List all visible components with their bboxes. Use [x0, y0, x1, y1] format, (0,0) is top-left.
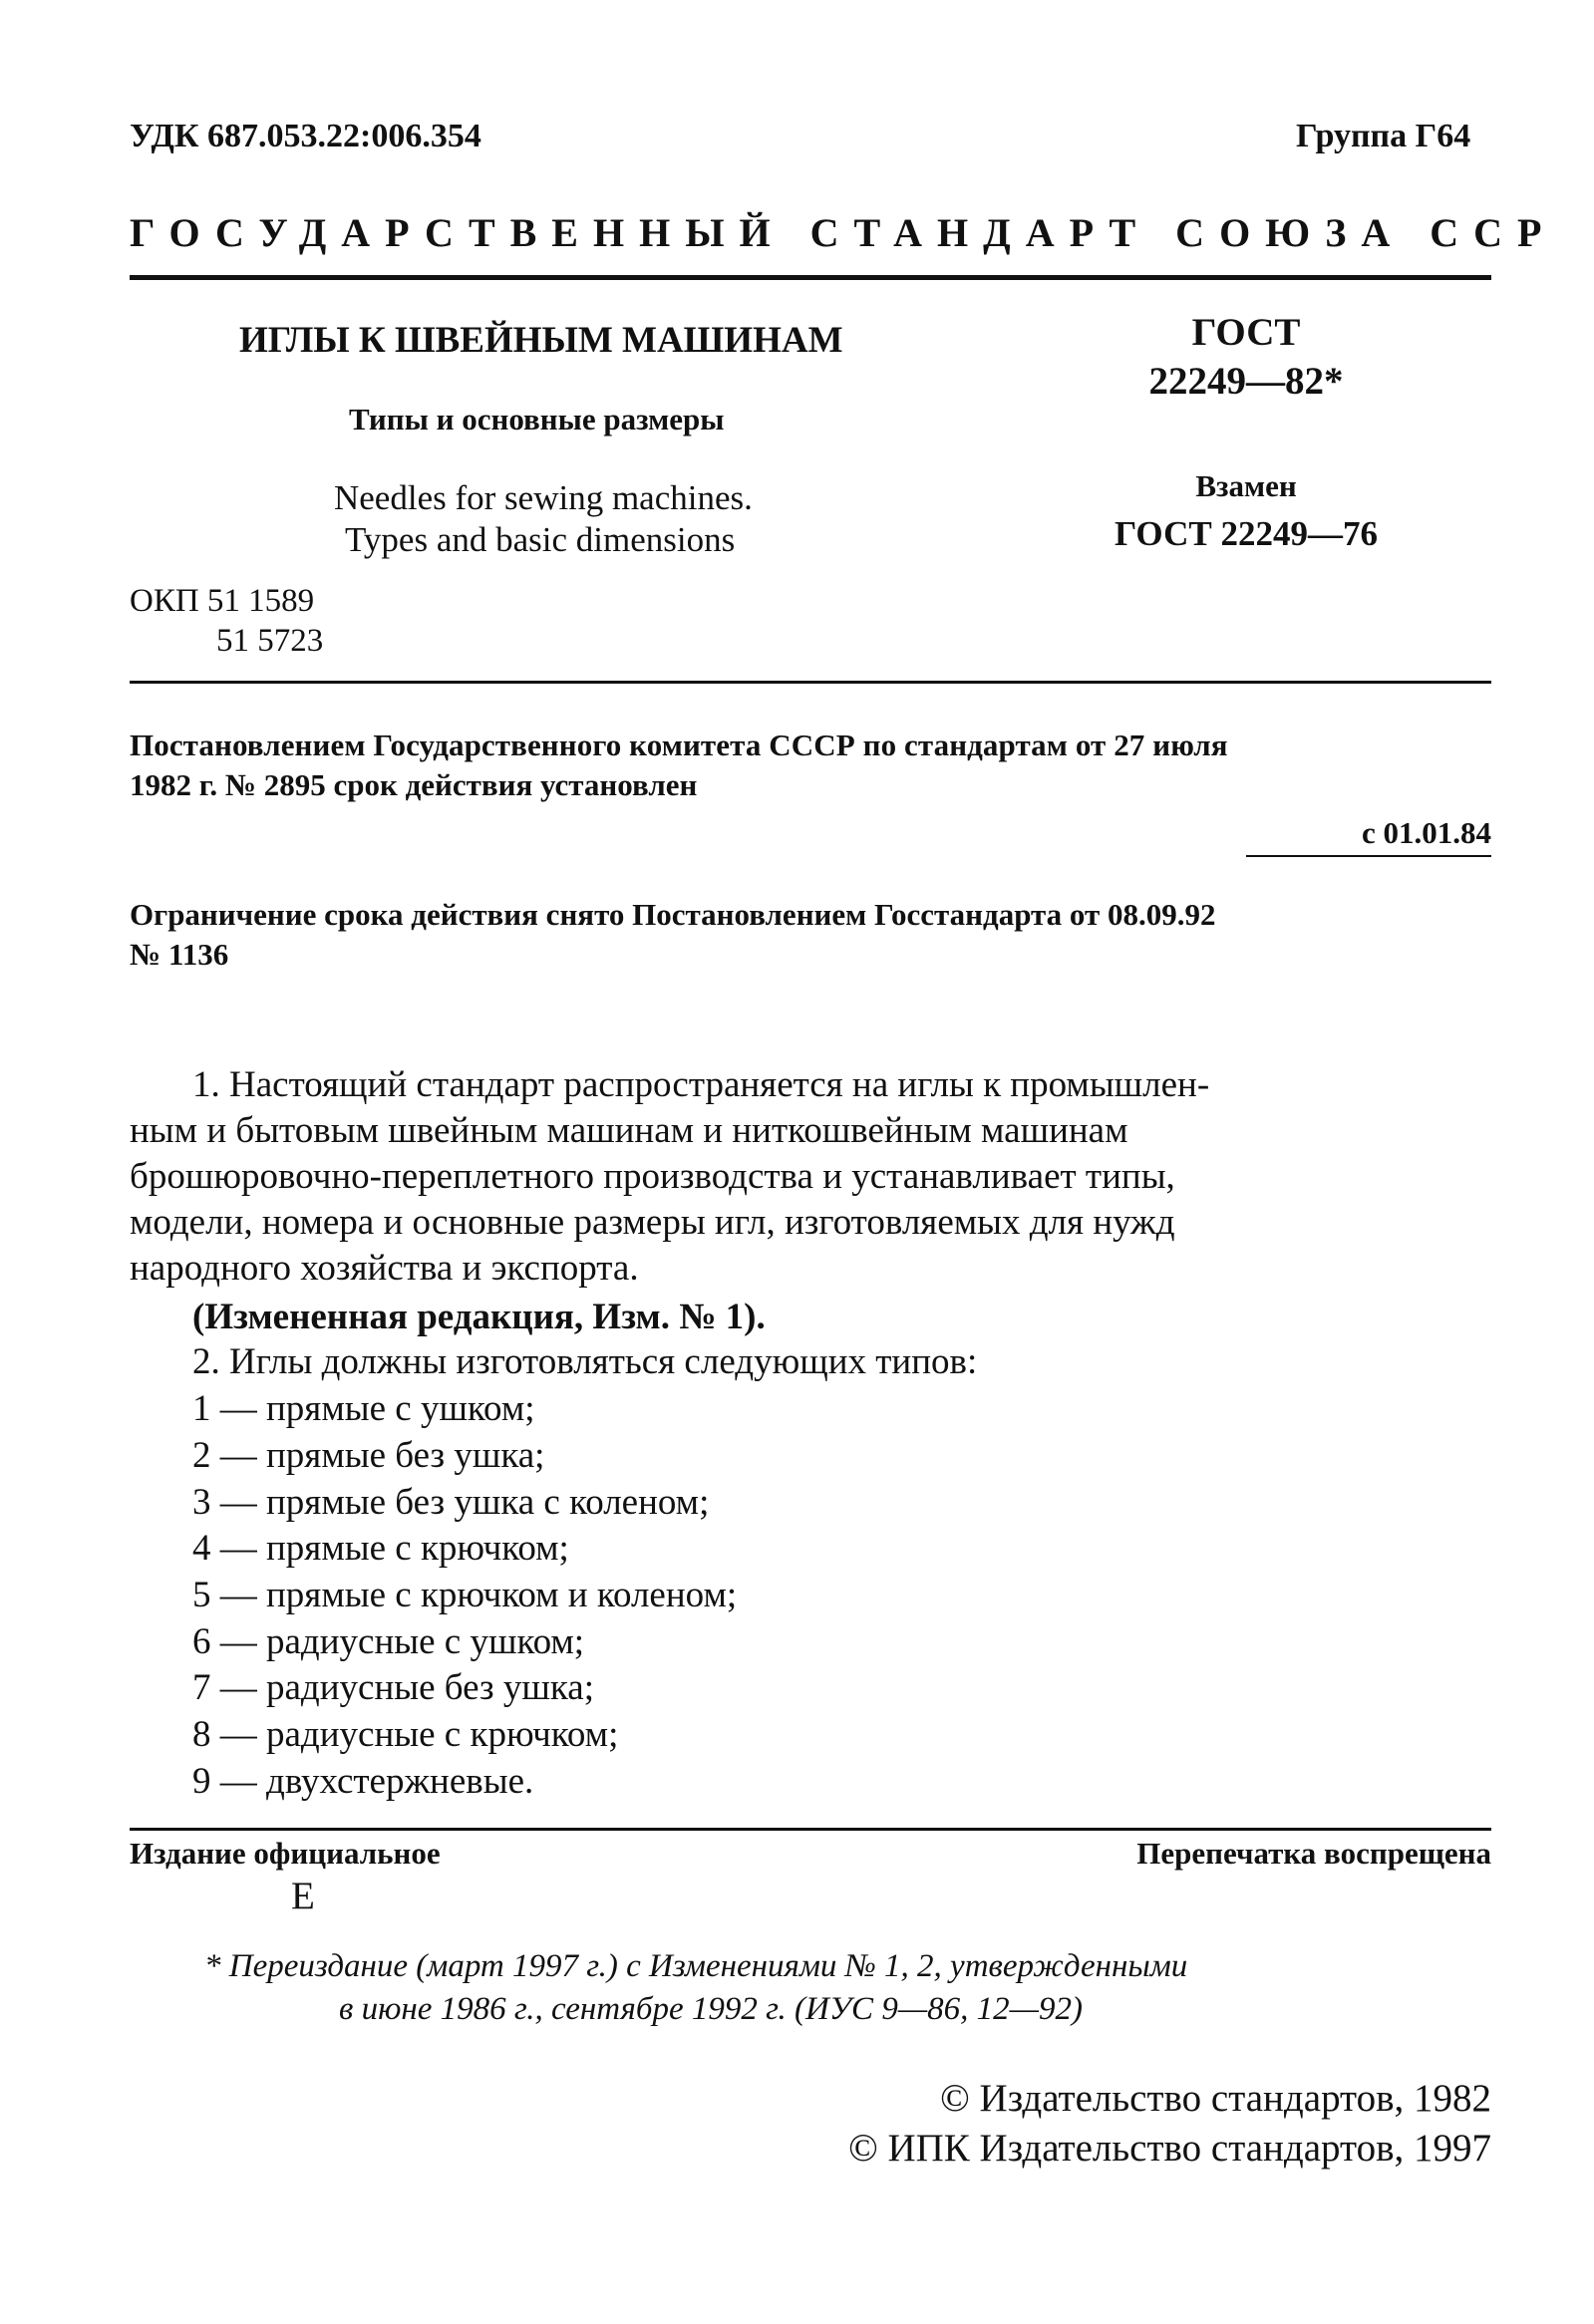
replaces-label: Взамен	[1195, 468, 1297, 503]
okp-code-line2: 51 5723	[216, 623, 324, 659]
list-item: 2 — прямые без ушка;	[192, 1435, 545, 1476]
paragraph-line: брошюровочно-переплетного производства и устанавливает типы,	[130, 1156, 1175, 1197]
limit-line1: Ограничение срока действия снято Постановлением Госстандарта от 08.09.92	[130, 897, 1216, 932]
title-divider	[130, 681, 1491, 684]
reissue-note-line2: в июне 1986 г., сентябре 1992 г. (ИУС 9—86, 12—92)	[339, 1991, 1083, 2027]
paragraph-line: модели, номера и основные размеры игл, изготовляемых для нужд	[130, 1202, 1175, 1243]
copyright-line2: © ИПК Издательство стандартов, 1997	[848, 2127, 1491, 2170]
official-edition-label: Издание официальное	[130, 1836, 441, 1871]
reprint-prohibited-label: Перепечатка воспрещена	[1136, 1836, 1491, 1871]
replaces-value: ГОСТ 22249—76	[1115, 514, 1378, 553]
document-title: ИГЛЫ К ШВЕЙНЫМ МАШИНАМ	[239, 320, 843, 361]
gost-number: 22249—82*	[1148, 360, 1344, 403]
list-item: 8 — радиусные с крючком;	[192, 1714, 619, 1755]
list-item: 5 — прямые с крючком и коленом;	[192, 1575, 738, 1615]
english-title-line2: Types and basic dimensions	[345, 520, 736, 559]
group-code: Группа Г64	[1296, 118, 1471, 154]
header-divider	[130, 275, 1491, 280]
limit-line2: № 1136	[130, 937, 229, 972]
gost-label: ГОСТ	[1191, 311, 1301, 354]
reissue-note-line1: * Переиздание (март 1997 г.) с Изменениями № 1, 2, утвержденными	[204, 1948, 1188, 1984]
edition-letter: Е	[291, 1875, 315, 1917]
amendment-note: (Измененная редакция, Изм. № 1).	[192, 1297, 766, 1337]
copyright-line1: © Издательство стандартов, 1982	[940, 2077, 1491, 2120]
list-item: 7 — радиусные без ушка;	[192, 1667, 594, 1708]
paragraph-line: 1. Настоящий стандарт распространяется на иглы к промышлен-	[192, 1064, 1210, 1105]
state-standard-heading: ГОСУДАРСТВЕННЫЙ СТАНДАРТ СОЮЗА ССР	[130, 210, 1557, 255]
list-item: 9 — двухстержневые.	[192, 1761, 534, 1802]
list-item: 6 — радиусные с ушком;	[192, 1621, 585, 1662]
paragraph-line: народного хозяйства и экспорта.	[130, 1248, 639, 1289]
decree-line1: Постановлением Государственного комитета СССР по стандартам от 27 июля	[130, 727, 1228, 762]
paragraph-line: ным и бытовым швейным машинам и ниткошвейным машинам	[130, 1110, 1128, 1151]
effective-date: с 01.01.84	[1246, 815, 1491, 857]
document-subtitle: Типы и основные размеры	[349, 402, 725, 436]
list-item: 1 — прямые с ушком;	[192, 1388, 535, 1429]
footer-divider	[130, 1828, 1491, 1831]
list-item: 3 — прямые без ушка с коленом;	[192, 1482, 710, 1523]
okp-code-line1: ОКП 51 1589	[130, 583, 315, 619]
paragraph-2: 2. Иглы должны изготовляться следующих типов:	[192, 1341, 978, 1382]
list-item: 4 — прямые с крючком;	[192, 1528, 569, 1569]
udk-code: УДК 687.053.22:006.354	[130, 118, 481, 154]
decree-line2: 1982 г. № 2895 срок действия установлен	[130, 767, 698, 802]
english-title-line1: Needles for sewing machines.	[334, 478, 753, 517]
